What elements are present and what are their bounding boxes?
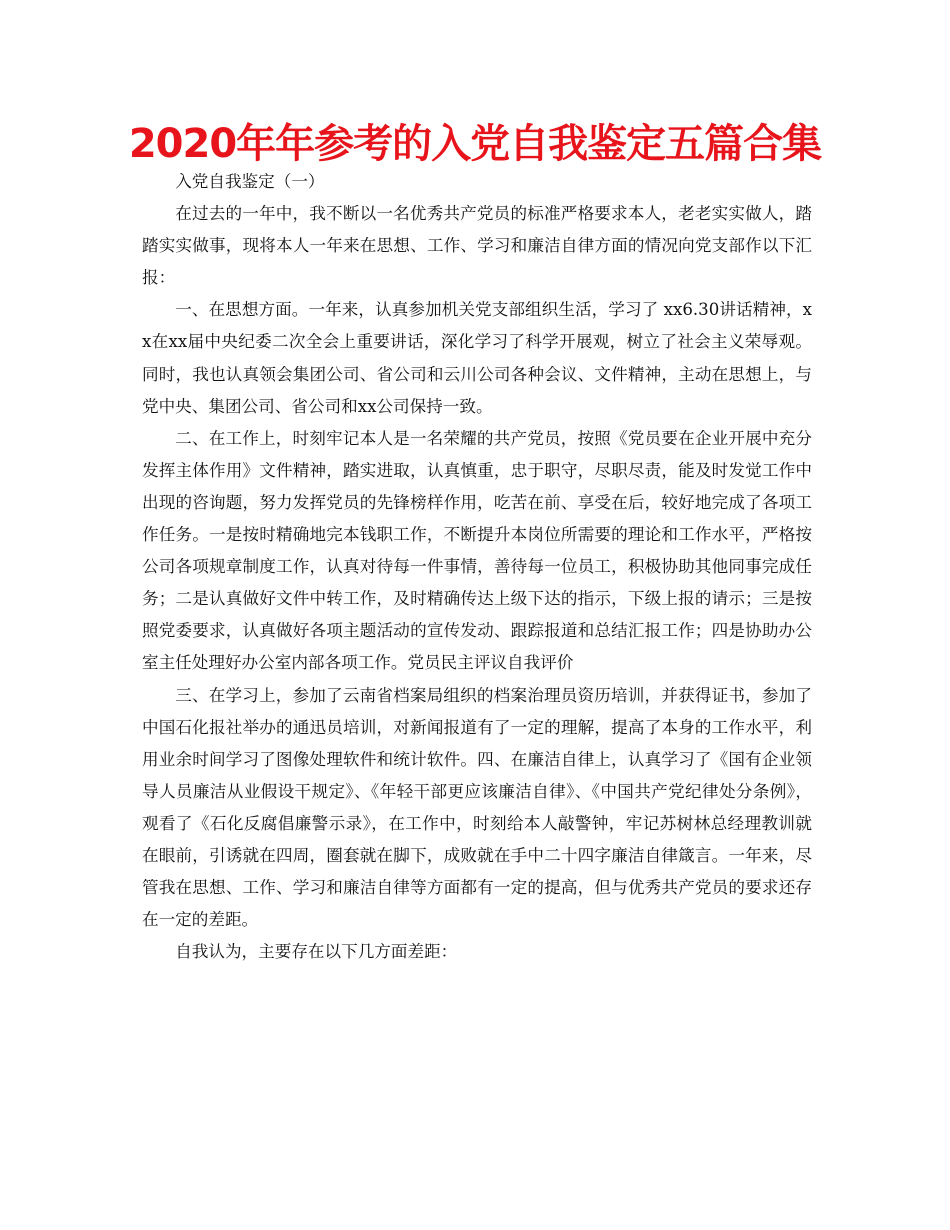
paragraph-work: 二、在工作上，时刻牢记本人是一名荣耀的共产党员，按照《党员要在企业开展中充分发挥主体作用》文件精神，踏实进取，认真慎重，忠于职守，尽职尽责，能及时发觉工作中出现的咨询题，努力发挥党员的先锋榜样作用，吃苦在前、享受在后，较好地完成了各项工作任务。一是按时精确地完本钱职工作，不断提升本岗位所需要的理论和工作水平，严格按公司各项规章制度工作，认真对待每一件事情，善待每一位员工，积极协助其他同事完成任务；二是认真做好文件中转工作，及时精确传达上级下达的指示，下级上报的请示；三是按照党委要求，认真做好各项主题活动的宣传发动、跟踪报道和总结汇报工作；四是协助办公室主任处理好办公室内部各项工作。党员民主评议自我评价 xyxy=(142,428,812,673)
document-body xyxy=(142,166,812,968)
paragraph-study: 三、在学习上，参加了云南省档案局组织的档案治理员资历培训，并获得证书，参加了中国石化报社举办的通迅员培训，对新闻报道有了一定的理解，提高了本身的工作水平，利用业余时间学习了图像处理软件和统计软件。四、在廉洁自律上，认真学习了《国有企业领导人员廉洁从业假设干规定》、《年轻干部更应该廉洁自律》、《中国共产党纪律处分条例》， 观看了《石化反腐倡廉警示录》，在工作中，时刻给本人敲警钟，牢记苏树林总经理教训就在眼前，引诱就在四周，圈套就在脚下，成败就在手中二十四字廉洁自律箴言。一年来，尽管我在思想、工作、学习和廉洁自律等方面都有一定的提高，但与优秀共产党员的要求还存在一定的差距。 xyxy=(142,685,812,930)
paragraph-shortcomings: 自我认为，主要存在以下几方面差距： xyxy=(175,942,458,962)
section-heading: 入党自我鉴定（一） xyxy=(175,172,325,191)
document-title: 2020年年参考的入党自我鉴定五篇合集 xyxy=(128,121,822,167)
paragraph-intro: 在过去的一年中，我不断以一名优秀共产党员的标准严格要求本人，老老实实做人，踏踏实实做事，现将本人一年来在思想、工作、学习和廉洁自律方面的情况向党支部作以下汇报： xyxy=(142,204,812,288)
paragraph-thought: 一、在思想方面。一年来，认真参加机关党支部组织生活，学习了 xx6.30讲话精神，xx在xx届中央纪委二次全会上重要讲话，深化学习了科学开展观，树立了社会主义荣辱观。同时，我也认真领会集团公司、省公司和云川公司各种会议、文件精神，主动在思想上，与党中央、集团公司、省公司和xx公司保持一致。 xyxy=(142,300,812,416)
